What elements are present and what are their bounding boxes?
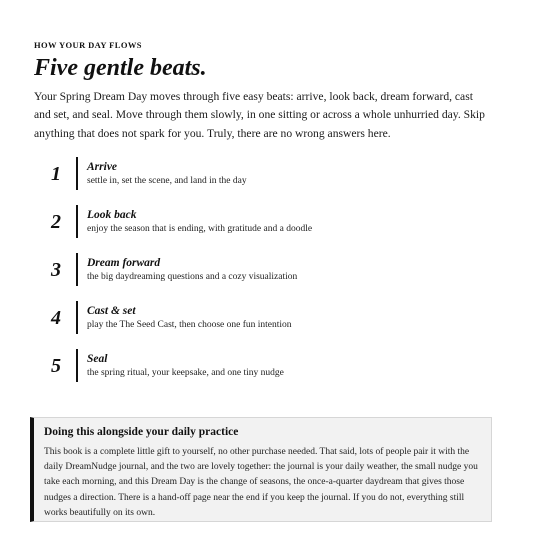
callout-body: This book is a complete little gift to yourself, no other purchase needed. That said, lots of people pair it with the daily DreamNudge journal, and the two are lovely together: the journal is your daily weather, the small nudge you take each morning, and this Dream Day is the change of seasons, the once-a-quarter daydream that gives those nudges a direction. There is a hand-off page near the end if you keep the journal. If you do not, everything still works beautifully on its own. xyxy=(44,447,478,518)
beat-number: 1 xyxy=(51,163,61,185)
beat-title: Look back xyxy=(87,209,137,221)
intro-paragraph: Your Spring Dream Day moves through five easy beats: arrive, look back, dream forward, cast and set, and seal. Move through them slowly, in one sitting or across a whole unhurried day. Skip anything that does not spark for you. Truly, there are no wrong answers here. xyxy=(34,90,485,140)
beat-item-look-back xyxy=(34,205,474,240)
beat-divider xyxy=(76,301,78,334)
beat-divider xyxy=(76,157,78,190)
section-eyebrow: HOW YOUR DAY FLOWS xyxy=(34,40,142,50)
beat-item-arrive xyxy=(34,157,474,192)
beat-divider xyxy=(76,205,78,238)
beat-number: 3 xyxy=(51,259,61,281)
beat-divider xyxy=(76,253,78,286)
beat-item-cast-and-set xyxy=(34,301,474,336)
callout-title: Doing this alongside your daily practice xyxy=(44,426,239,438)
beat-number: 2 xyxy=(51,211,61,233)
beat-description: play the The Seed Cast, then choose one fun intention xyxy=(87,320,292,330)
beat-number: 5 xyxy=(51,355,61,377)
practice-callout xyxy=(30,417,492,522)
beat-description: the big daydreaming questions and a cozy visualization xyxy=(87,272,298,282)
beat-number: 4 xyxy=(51,307,61,329)
beat-title: Dream forward xyxy=(87,257,161,269)
beat-item-dream-forward xyxy=(34,253,474,288)
beat-title: Arrive xyxy=(87,161,118,173)
beat-item-seal xyxy=(34,349,474,384)
beat-divider xyxy=(76,349,78,382)
beat-description: enjoy the season that is ending, with gratitude and a doodle xyxy=(87,224,313,234)
beat-title: Cast & set xyxy=(87,305,136,317)
page-title: Five gentle beats. xyxy=(34,55,207,81)
beat-title: Seal xyxy=(87,353,108,365)
beat-description: settle in, set the scene, and land in the day xyxy=(87,176,247,186)
beat-description: the spring ritual, your keepsake, and one tiny nudge xyxy=(87,368,284,378)
